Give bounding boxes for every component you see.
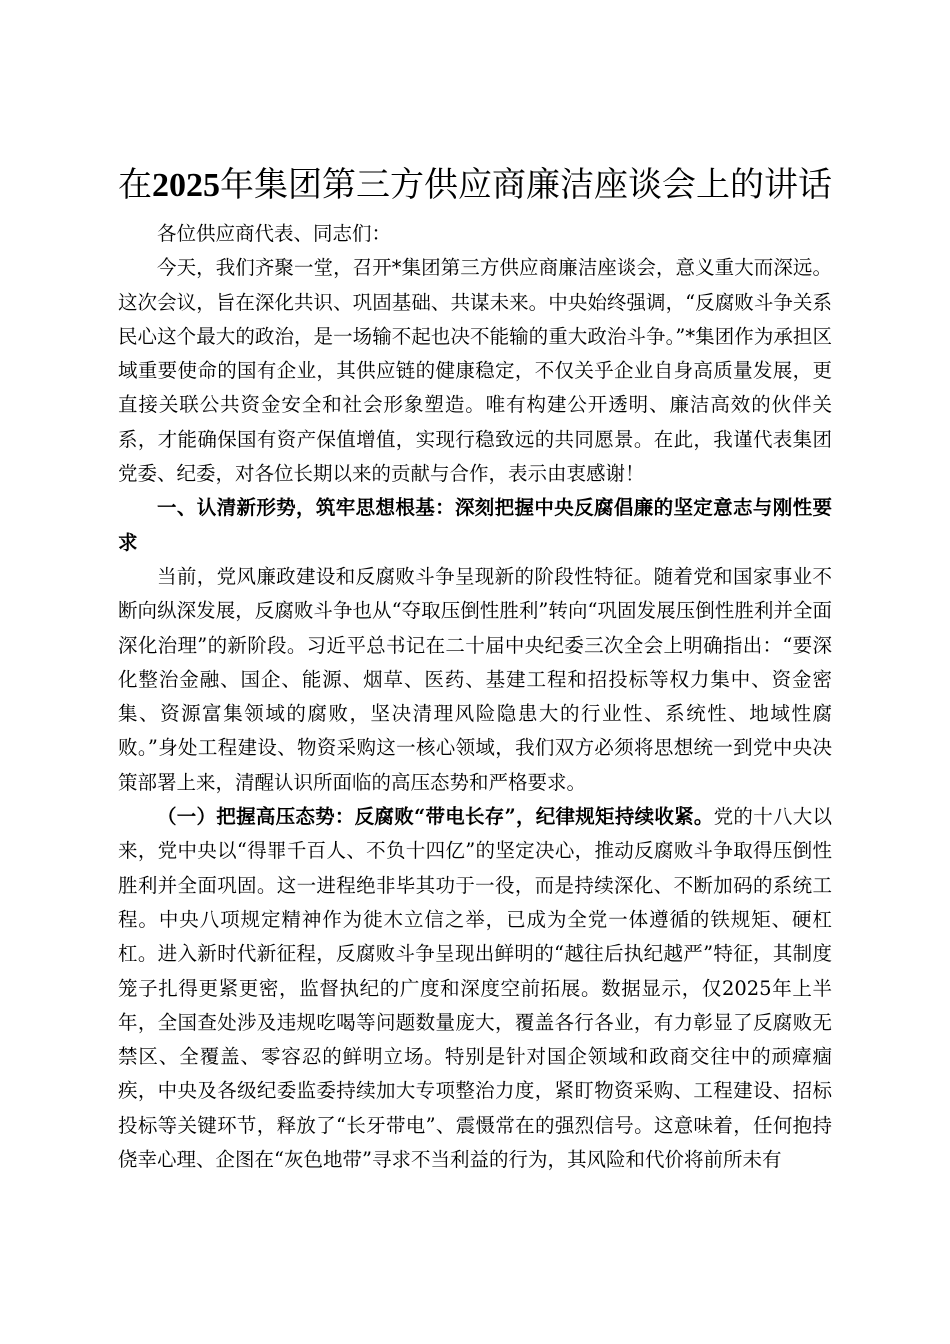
subsection-1-lead: （一）把握高压态势：反腐败“带电长存”，纪律规矩持续收紧。	[157, 805, 714, 829]
paragraph-subsection-1	[118, 800, 832, 1177]
paragraph-intro: 今天，我们齐聚一堂，召开*集团第三方供应商廉洁座谈会，意义重大而深远。这次会议，旨在深化共识、巩固基础、共谋未来。中央始终强调，“反腐败斗争关系民心这个最大的政治，是一场输不起也决不能输的重大政治斗争。”*集团作为承担区域重要使命的国有企业，其供应链的健康稳定，不仅关乎企业自身高质量发展，更直接关联公共资金安全和社会形象塑造。唯有构建公开透明、廉洁高效的伙伴关系，才能确保国有资产保值增值，实现行稳致远的共同愿景。在此，我谨代表集团党委、纪委，对各位长期以来的贡献与合作，表示由衷感谢！	[118, 256, 832, 486]
subsection-1-body: 党的十八大以来，党中央以“得罪千百人、不负十四亿”的坚定决心，推动反腐败斗争取得压倒性胜利并全面巩固。这一进程绝非毕其功于一役，而是持续深化、不断加码的系统工程。中央八项规定精神作为徙木立信之举，已成为全党一体遵循的铁规矩、硬杠杠。进入新时代新征程，反腐败斗争呈现出鲜明的“越往后执纪越严”特征，其制度笼子扎得更紧更密，监督执纪的广度和深度空前拓展。数据显示，仅2025年上半年，全国查处涉及违规吃喝等问题数量庞大，覆盖各行各业，有力彰显了反腐败无禁区、全覆盖、零容忍的鲜明立场。特别是针对国企领域和政商交往中的顽瘴痼疾，中央及各级纪委监委持续加大专项整治力度，紧盯物资采购、工程建设、招标投标等关键环节，释放了“长牙带电”、震慑常在的强烈信号。这意味着，任何抱持侥幸心理、企图在“灰色地带”寻求不当利益的行为，其风险和代价将前所未有	[118, 805, 832, 1172]
title-suffix: 年集团第三方供应商廉洁座谈会上的讲话	[220, 165, 832, 205]
section-1-heading: 一、认清新形势，筑牢思想根基：深刻把握中央反腐倡廉的坚定意志与刚性要求	[118, 496, 832, 554]
salutation: 各位供应商代表、同志们：	[157, 222, 392, 245]
title-year: 2025	[152, 167, 220, 204]
document-page	[118, 160, 832, 1177]
document-title	[118, 160, 832, 211]
title-prefix: 在	[118, 165, 152, 205]
paragraph-section-1-body: 当前，党风廉政建设和反腐败斗争呈现新的阶段性特征。随着党和国家事业不断向纵深发展，反腐败斗争也从“夺取压倒性胜利”转向“巩固发展压倒性胜利并全面深化治理”的新阶段。习近平总书记在二十届中央纪委三次全会上明确指出：“要深化整治金融、国企、能源、烟草、医药、基建工程和招投标等权力集中、资金密集、资源富集领域的腐败，坚决清理风险隐患大的行业性、系统性、地域性腐败。”身处工程建设、物资采购这一核心领域，我们双方必须将思想统一到党中央决策部署上来，清醒认识所面临的高压态势和严格要求。	[118, 564, 832, 794]
